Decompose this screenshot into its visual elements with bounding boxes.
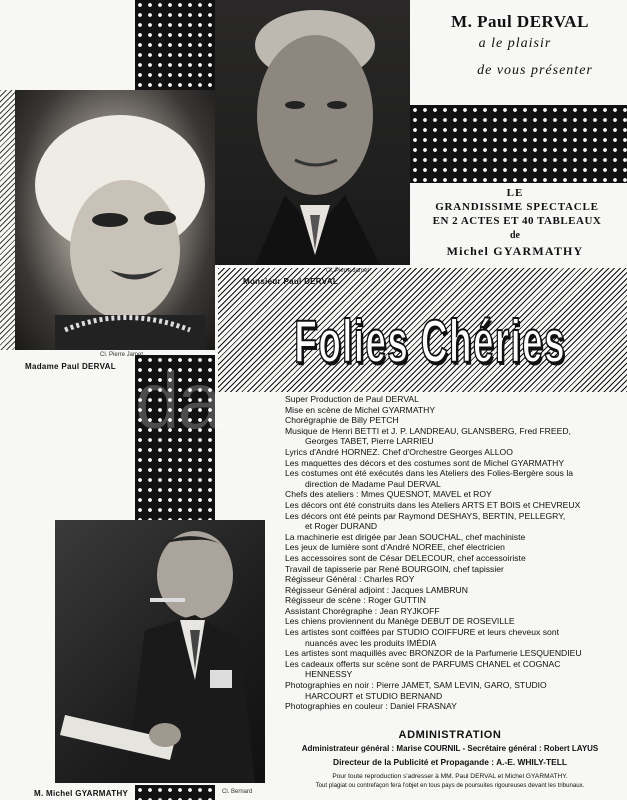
credit-line: Georges TABET, Pierre LARRIEU: [305, 436, 434, 447]
footer-line2: Tout plagiat ou contrefaçon fera l'objet en tous pays de poursuites rigoureuses devant les tribunaux.: [315, 782, 585, 789]
credit-line: HENNESSY: [305, 669, 353, 680]
credit-line: direction de Madame Paul DERVAL: [305, 478, 441, 489]
watermark: da: [135, 356, 220, 445]
footer-line1: Pour toute reproduction s'adresser à MM. Paul DERVAL et Michel GYARMATHY.: [332, 773, 568, 780]
credit-line: Régisseur Général : Charles ROY: [285, 574, 415, 585]
credit-line: Mise en scène de Michel GYARMATHY: [285, 404, 436, 415]
credit-line: Les costumes ont été exécutés dans les Ateliers des Folies-Bergère sous la: [285, 468, 574, 479]
dotted-panel-top: [135, 0, 215, 90]
credit-line: Les décors ont été construits dans les Ateliers ARTS ET BOIS et CHEVREUX: [285, 499, 581, 510]
credit-line: Travail de tapisserie par René BOURGOIN, chef tapissier: [285, 563, 504, 574]
credit-line: Les maquettes des décors et des costumes sont de Michel GYARMATHY: [285, 457, 565, 468]
header-grandissime: GRANDISSIME SPECTACLE: [435, 201, 599, 213]
show-title: [258, 296, 603, 386]
credit-line: Les accessoires sont de César DELECOUR, chef accessoiriste: [285, 552, 526, 563]
hatched-strip-left: [0, 90, 15, 350]
photo-michel-gyarmathy: [55, 520, 265, 783]
show-title-text: Folies Chéries: [294, 307, 567, 375]
credit-line: Assistant Chorégraphe : Jean RYJKOFF: [285, 605, 440, 616]
credit-line: Les décors ont été peints par Raymond DESHAYS, BERTIN, PELLEGRY,: [285, 510, 566, 521]
credit-line: Photographies en noir : Pierre JAMET, SAM LEVIN, GARO, STUDIO: [285, 680, 547, 691]
credit-line: HARCOURT et STUDIO BERNAND: [305, 690, 443, 701]
presenter-name: M. Paul DERVAL: [451, 12, 589, 31]
photo-monsieur-derval: [215, 0, 410, 265]
credit-line: nuancés avec les produits IMÉDIA: [305, 637, 437, 648]
admin-line1: Administrateur général : Marise COURNIL - Secrétaire général : Robert LAYUS: [301, 744, 599, 753]
credit-monsieur: Cl. Pierre Jamet: [326, 268, 370, 274]
credit-line: et Roger DURAND: [305, 521, 378, 532]
credit-line: Chefs des ateliers : Mmes QUESNOT, MAVEL et ROY: [285, 489, 492, 500]
credit-madame: Cl. Pierre Jamet: [100, 352, 144, 358]
credits-list: [285, 394, 615, 712]
credit-line: Les jeux de lumière sont d'André NOREE, chef électricien: [285, 542, 505, 553]
caption-michel: M. Michel GYARMATHY: [34, 789, 129, 798]
credit-line: Les cadeaux offerts sur scène sont de PARFUMS CHANEL et COGNAC: [285, 658, 561, 669]
header-actes: EN 2 ACTES ET 40 TABLEAUX: [432, 215, 602, 227]
credit-line: Musique de Henri BETTI et J. P. LANDREAU, GLANSBERG, Fred FREED,: [285, 425, 571, 436]
admin-title: ADMINISTRATION: [398, 729, 502, 741]
caption-monsieur: Monsieur Paul DERVAL: [243, 277, 339, 286]
credit-line: La machinerie est dirigée par Jean SOUCHAL, chef machiniste: [285, 531, 526, 542]
caption-madame: Madame Paul DERVAL: [25, 362, 116, 371]
photo-madame-derval: [15, 90, 215, 350]
header-de: de: [510, 230, 520, 241]
credit-line: Chorégraphie de Billy PETCH: [285, 415, 399, 426]
header-line2: a le plaisir: [478, 36, 552, 51]
credit-line: Les chiens proviennent du Manège DEBUT DE ROSEVILLE: [285, 616, 515, 627]
credit-michel: Cl. Bernard: [222, 789, 253, 795]
credit-line: Régisseur de scène : Roger GUTTIN: [285, 595, 426, 606]
dotted-panel-right: [410, 105, 627, 183]
credit-line: Photographies en couleur : Daniel FRASNAY: [285, 701, 457, 712]
header-line3: de vous présenter: [477, 63, 593, 78]
dotted-panel-bottom: [135, 785, 215, 800]
credit-line: Les artistes sont maquillés avec BRONZOR de la Parfumerie LESQUENDIEU: [285, 648, 582, 659]
header-author: Michel GYARMATHY: [446, 244, 584, 258]
credit-line: Lyrics d'André HORNEZ. Chef d'Orchestre Georges ALLOO: [285, 446, 513, 457]
credit-line: Les artistes sont coiffées par STUDIO COIFFURE et leurs cheveux sont: [285, 627, 559, 638]
credit-line: Régisseur Général adjoint : Jacques LAMBRUN: [285, 584, 468, 595]
credit-line: Super Production de Paul DERVAL: [285, 394, 419, 404]
admin-line2: Directeur de la Publicité et Propagande : A.-E. WHILY-TELL: [333, 757, 567, 767]
header-le: LE: [506, 187, 524, 199]
